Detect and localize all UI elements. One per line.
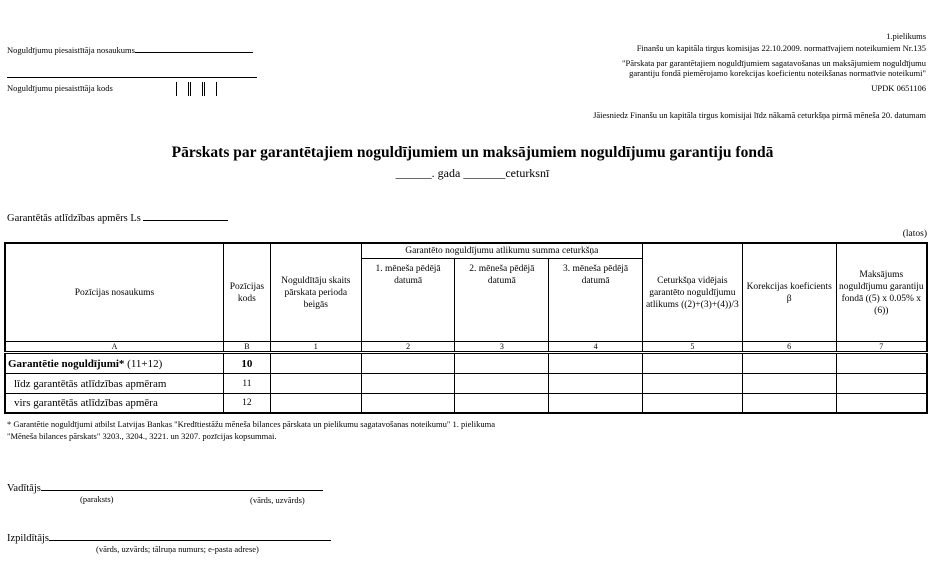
exec-signature-line[interactable] bbox=[49, 530, 331, 541]
col-count-header: Noguldītāju skaits pārskata perioda beigās bbox=[270, 243, 361, 342]
index-cell: 4 bbox=[549, 342, 643, 353]
value-cell[interactable] bbox=[836, 394, 927, 413]
compensation-label: Garantētās atlīdzības apmērs Ls bbox=[7, 213, 141, 224]
row-code: 11 bbox=[223, 374, 270, 394]
value-cell[interactable] bbox=[742, 394, 836, 413]
row-name: virs garantētās atlīdzības apmēra bbox=[5, 394, 223, 413]
index-cell: B bbox=[223, 342, 270, 353]
value-cell[interactable] bbox=[642, 353, 742, 374]
value-cell[interactable] bbox=[642, 394, 742, 413]
col-pay-header: Maksājums noguldījumu garantiju fondā ((5) x 0.05% x (6)) bbox=[836, 243, 927, 342]
value-cell[interactable] bbox=[549, 374, 643, 394]
submission-note: Jāiesniedz Finanšu un kapitāla tirgus komisijai līdz nākamā ceturkšņa pirmā mēneša 20. datumam bbox=[593, 110, 926, 120]
head-label: Vadītājs bbox=[7, 483, 41, 494]
col-m2-header: 2. mēneša pēdējā datumā bbox=[455, 259, 549, 342]
org-code-label: Noguldījumu piesaistītāja kods bbox=[7, 82, 113, 93]
value-cell[interactable] bbox=[836, 353, 927, 374]
code-box[interactable] bbox=[190, 82, 203, 96]
compensation-line[interactable] bbox=[143, 210, 228, 221]
col-m3-header: 3. mēneša pēdējā datumā bbox=[549, 259, 643, 342]
currency-note: (latos) bbox=[902, 229, 927, 239]
form-code: UPDK 0651106 bbox=[871, 83, 926, 93]
value-cell[interactable] bbox=[642, 374, 742, 394]
row-name-bold: Garantētie noguldījumi* bbox=[8, 357, 125, 370]
row-formula: (11+12) bbox=[124, 357, 163, 370]
row-name: līdz garantētās atlīdzības apmēram bbox=[5, 374, 223, 394]
index-cell: 2 bbox=[361, 342, 455, 353]
value-cell[interactable] bbox=[742, 374, 836, 394]
head-signature-line[interactable] bbox=[41, 480, 323, 491]
regulation-title-1: "Pārskata par garantētajiem noguldījumiem sagatavošanas un maksājumiem noguldījumu bbox=[622, 58, 926, 68]
footnote-1: * Garantētie noguldījumi atbilst Latvijas Bankas "Kredītiestāžu mēneša bilances pārskata un pielikumu sagatavošanas noteikumu" 1. pielikuma bbox=[7, 419, 496, 429]
value-cell[interactable] bbox=[549, 353, 643, 374]
regulation-title-2: garantiju fondā piemērojamo korekcijas koeficientu noteikšanas normatīvie noteikumi" bbox=[629, 68, 926, 78]
header-row bbox=[5, 243, 927, 259]
value-cell[interactable] bbox=[549, 394, 643, 413]
page-title: Pārskats par garantētajiem noguldījumiem un maksājumiem noguldījumu garantiju fondā bbox=[171, 144, 774, 161]
value-cell[interactable] bbox=[270, 394, 361, 413]
code-box[interactable] bbox=[204, 82, 217, 96]
index-cell: 6 bbox=[742, 342, 836, 353]
index-cell: 5 bbox=[642, 342, 742, 353]
index-cell: 7 bbox=[836, 342, 927, 353]
annex-label: 1.pielikums bbox=[886, 31, 926, 41]
value-cell[interactable] bbox=[742, 353, 836, 374]
value-cell[interactable] bbox=[455, 394, 549, 413]
quarter-field[interactable]: _______ceturksnī bbox=[463, 166, 550, 180]
index-cell: A bbox=[5, 342, 223, 353]
col-group-header: Garantēto noguldījumu atlikumu summa ceturkšņa bbox=[361, 243, 642, 259]
exec-signature bbox=[7, 530, 331, 544]
col-m1-header: 1. mēneša pēdējā datumā bbox=[361, 259, 455, 342]
row-code: 10 bbox=[223, 353, 270, 374]
period-line bbox=[0, 166, 945, 181]
org-name-line bbox=[135, 43, 253, 53]
index-cell: 3 bbox=[455, 342, 549, 353]
table-row bbox=[5, 353, 927, 374]
org-name-field[interactable] bbox=[7, 43, 253, 55]
code-box[interactable] bbox=[176, 82, 189, 96]
row-code: 12 bbox=[223, 394, 270, 413]
value-cell[interactable] bbox=[361, 374, 455, 394]
exec-info-caption: (vārds, uzvārds; tālruņa numurs; e-pasta adrese) bbox=[96, 544, 259, 554]
separator-line bbox=[7, 77, 257, 78]
row-name bbox=[5, 353, 223, 374]
table-row bbox=[5, 394, 927, 413]
value-cell[interactable] bbox=[361, 353, 455, 374]
index-cell: 1 bbox=[270, 342, 361, 353]
col-coef-header: Korekcijas koeficients β bbox=[742, 243, 836, 342]
year-field[interactable]: ______. gada bbox=[395, 166, 461, 180]
org-code-field[interactable] bbox=[7, 82, 217, 96]
col-name-header: Pozīcijas nosaukums bbox=[5, 243, 223, 342]
value-cell[interactable] bbox=[361, 394, 455, 413]
exec-label: Izpildītājs bbox=[7, 533, 49, 544]
value-cell[interactable] bbox=[455, 374, 549, 394]
compensation-field[interactable] bbox=[7, 210, 228, 224]
report-table bbox=[4, 242, 928, 414]
head-signature bbox=[7, 480, 323, 494]
org-name-label: Noguldījumu piesaistītāja nosaukums bbox=[7, 45, 135, 55]
value-cell[interactable] bbox=[270, 374, 361, 394]
value-cell[interactable] bbox=[270, 353, 361, 374]
value-cell[interactable] bbox=[836, 374, 927, 394]
value-cell[interactable] bbox=[455, 353, 549, 374]
col-code-header: Pozīcijas kods bbox=[223, 243, 270, 342]
col-avg-header: Ceturkšņa vidējais garantēto noguldījumu atlikums ((2)+(3)+(4))/3 bbox=[642, 243, 742, 342]
head-sign-caption: (paraksts) bbox=[80, 494, 114, 504]
footnote-2: "Mēneša bilances pārskats" 3203., 3204., 3221. un 3207. pozīcijas kopsummai. bbox=[7, 431, 277, 441]
head-name-caption: (vārds, uzvārds) bbox=[250, 495, 305, 505]
index-row bbox=[5, 342, 927, 353]
regulation-line: Finanšu un kapitāla tirgus komisijas 22.10.2009. normatīvajiem noteikumiem Nr.135 bbox=[636, 43, 926, 53]
table-row bbox=[5, 374, 927, 394]
